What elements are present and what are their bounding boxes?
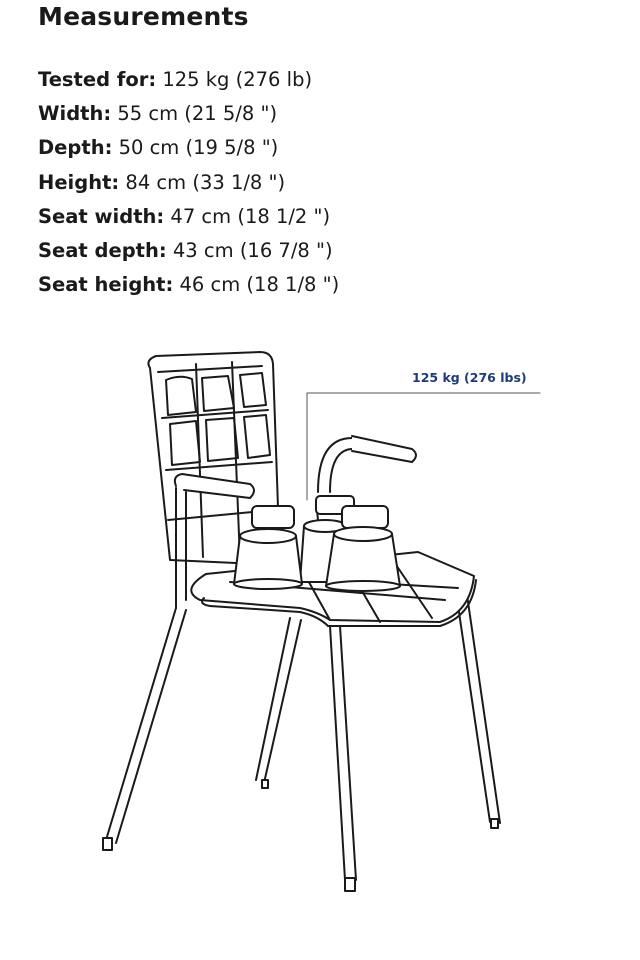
spec-label: Seat width: bbox=[38, 204, 165, 228]
spec-width bbox=[38, 97, 339, 131]
spec-tested-for bbox=[38, 63, 339, 97]
spec-value: 125 kg (276 lb) bbox=[162, 68, 313, 91]
spec-label: Tested for: bbox=[38, 68, 157, 91]
spec-label: Depth: bbox=[38, 136, 113, 160]
spec-seat-width bbox=[38, 200, 339, 234]
spec-seat-height bbox=[38, 268, 339, 302]
measurements-list bbox=[38, 63, 339, 302]
measurements-title: Measurements bbox=[38, 2, 249, 31]
spec-value: 55 cm (21 5/8 ") bbox=[117, 102, 278, 126]
spec-value: 84 cm (33 1/8 ") bbox=[125, 170, 286, 194]
spec-value: 46 cm (18 1/8 ") bbox=[179, 273, 340, 297]
spec-label: Seat depth: bbox=[38, 238, 167, 262]
spec-depth bbox=[38, 131, 339, 165]
spec-value: 43 cm (16 7/8 ") bbox=[172, 238, 333, 262]
spec-height bbox=[38, 166, 339, 200]
spec-label: Width: bbox=[38, 102, 112, 126]
test-weights bbox=[234, 496, 400, 591]
chair-back-legs bbox=[256, 588, 500, 828]
spec-value: 50 cm (19 5/8 ") bbox=[118, 136, 279, 160]
spec-seat-depth bbox=[38, 234, 339, 268]
chair-back-armrest bbox=[318, 436, 416, 492]
spec-label: Height: bbox=[38, 170, 120, 194]
spec-value: 47 cm (18 1/2 ") bbox=[170, 204, 331, 228]
chair-load-test-illustration bbox=[0, 320, 640, 920]
spec-label: Seat height: bbox=[38, 273, 174, 297]
weight-load-label: 125 kg (276 lbs) bbox=[412, 370, 527, 385]
weight-label-leader bbox=[307, 393, 540, 500]
